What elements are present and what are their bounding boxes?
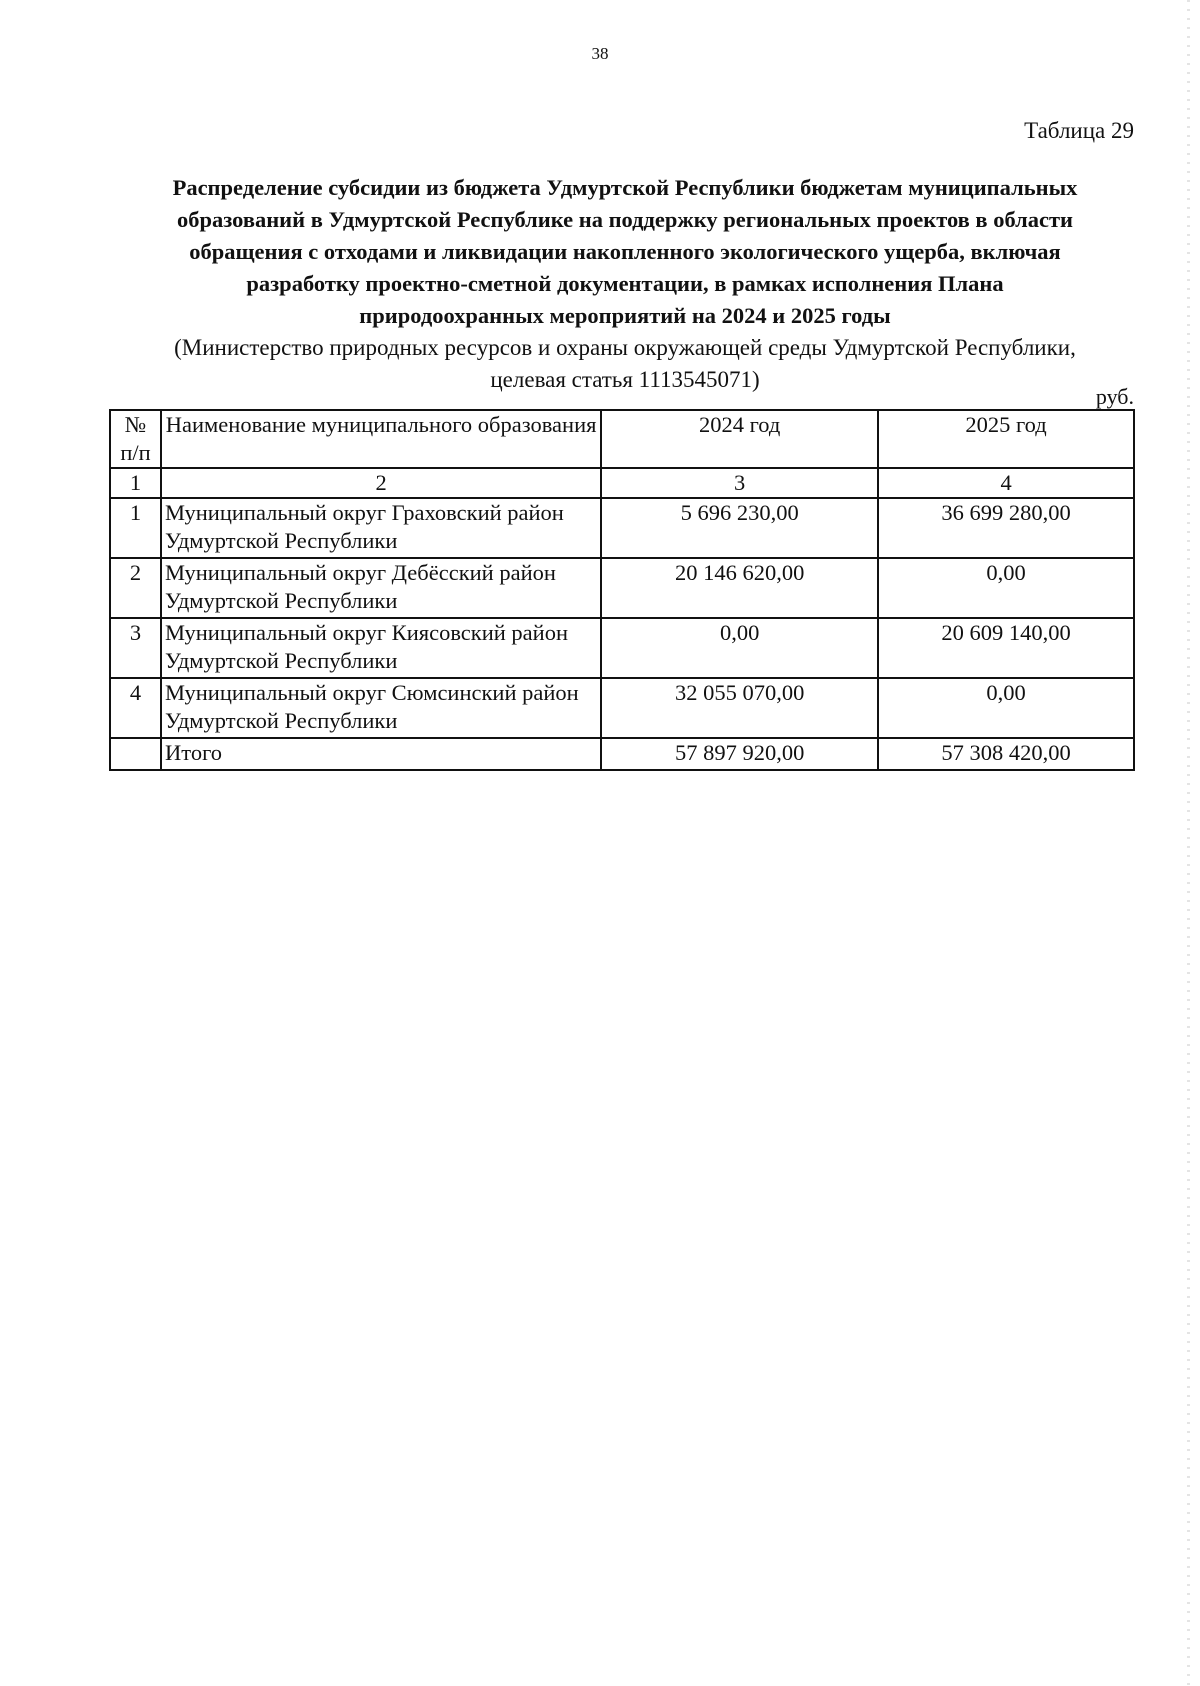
column-index-row	[110, 468, 1134, 498]
currency-unit: руб.	[1095, 384, 1134, 409]
header-2025: 2025 год	[878, 410, 1134, 468]
row-num: 4	[110, 678, 161, 738]
header-2024: 2024 год	[601, 410, 878, 468]
column-index: 3	[601, 468, 878, 498]
table-row	[110, 498, 1134, 558]
row-2024: 0,00	[601, 618, 878, 678]
scan-edge-mark	[1187, 0, 1190, 1686]
subtitle-line: целевая статья 1113545071)	[490, 367, 760, 392]
title-line: образований в Удмуртской Республике на поддержку региональных проектов в области	[176, 207, 1074, 232]
row-name: Муниципальный округ Дебёсский район Удмуртской Республики	[161, 558, 601, 618]
column-index: 1	[110, 468, 161, 498]
table-row	[110, 558, 1134, 618]
row-2024: 5 696 230,00	[601, 498, 878, 558]
row-2025: 0,00	[878, 558, 1134, 618]
table-row	[110, 678, 1134, 738]
row-2024: 32 055 070,00	[601, 678, 878, 738]
title-line: обращения с отходами и ликвидации накопленного экологического ущерба, включая	[189, 239, 1061, 264]
row-2025: 36 699 280,00	[878, 498, 1134, 558]
total-num	[110, 738, 161, 770]
subtitle-line: (Министерство природных ресурсов и охраны окружающей среды Удмуртской Республики,	[174, 335, 1076, 360]
row-2025: 0,00	[878, 678, 1134, 738]
row-num: 1	[110, 498, 161, 558]
row-num: 3	[110, 618, 161, 678]
title-line: природоохранных мероприятий на 2024 и 2025 годы	[359, 303, 891, 328]
row-num: 2	[110, 558, 161, 618]
table-label: Таблица 29	[1024, 118, 1134, 143]
header-name: Наименование муниципального образования	[161, 410, 601, 468]
total-row	[110, 738, 1134, 770]
page-number: 38	[591, 44, 609, 63]
title-line: Распределение субсидии из бюджета Удмуртской Республики бюджетам муниципальных	[172, 175, 1078, 200]
total-2024: 57 897 920,00	[601, 738, 878, 770]
title-line: разработку проектно-сметной документации, в рамках исполнения Плана	[246, 271, 1004, 296]
column-index: 2	[161, 468, 601, 498]
header-row	[110, 410, 1134, 468]
total-label: Итого	[161, 738, 601, 770]
total-2025: 57 308 420,00	[878, 738, 1134, 770]
table-row	[110, 618, 1134, 678]
row-2025: 20 609 140,00	[878, 618, 1134, 678]
row-name: Муниципальный округ Киясовский район Удмуртской Республики	[161, 618, 601, 678]
row-name: Муниципальный округ Граховский район Удмуртской Республики	[161, 498, 601, 558]
title-block	[110, 172, 1140, 396]
row-2024: 20 146 620,00	[601, 558, 878, 618]
row-name: Муниципальный округ Сюмсинский район Удмуртской Республики	[161, 678, 601, 738]
subsidy-table	[109, 409, 1135, 771]
column-index: 4	[878, 468, 1134, 498]
header-num: № п/п	[110, 410, 161, 468]
